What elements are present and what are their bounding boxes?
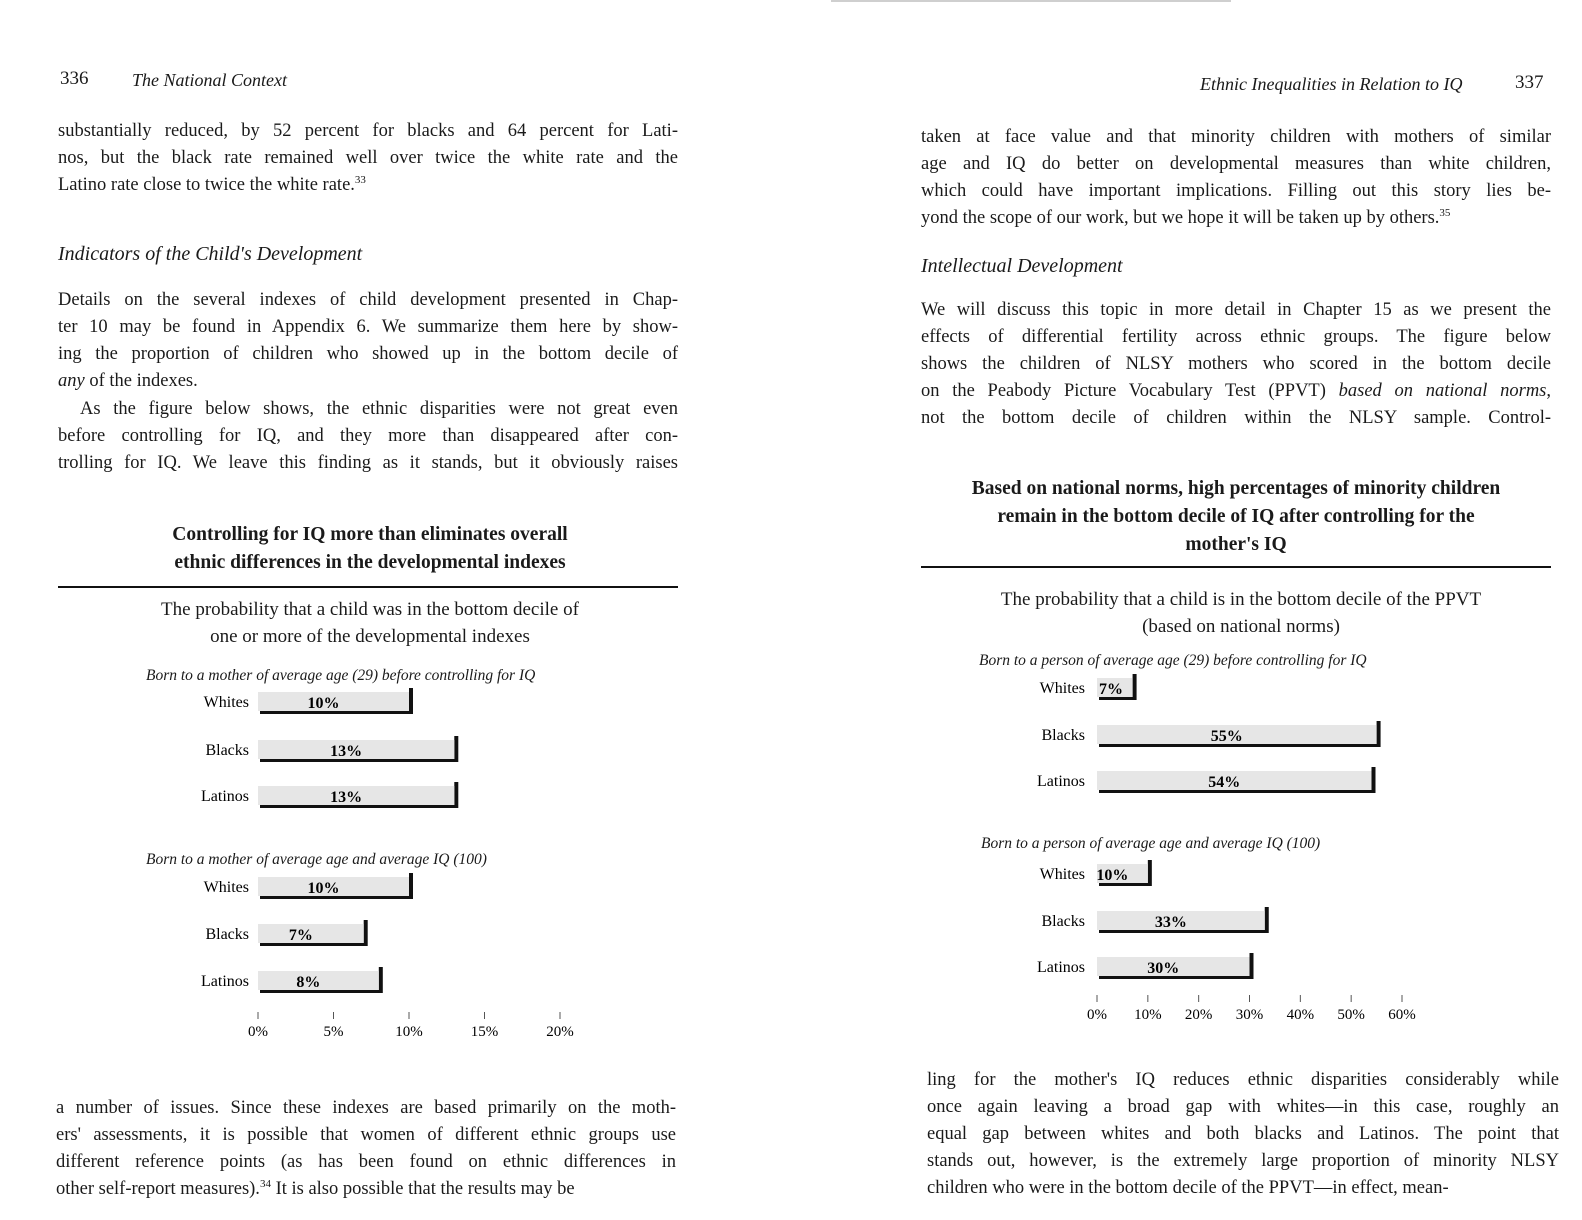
category-label: Blacks (1041, 913, 1085, 930)
bar-value-label: 33% (1154, 914, 1187, 931)
bar-shadow-right (1372, 767, 1376, 793)
figure-2-group-1-label: Born to a person of average age (29) before controlling for IQ (979, 652, 1367, 669)
x-tick-label: 20% (546, 1024, 574, 1040)
text-line: ing the proportion of children who showed up in the bottom decile of (58, 344, 678, 364)
text-line: stands out, however, is the extremely large proportion of minority NLSY (927, 1151, 1559, 1171)
category-label: Latinos (201, 973, 249, 990)
bar-shadow-right (1148, 860, 1152, 886)
figure-title-line: ethnic differences in the developmental indexes (174, 552, 566, 573)
bar-value-label: 7% (288, 927, 313, 944)
x-tick-label: 0% (1087, 1007, 1107, 1023)
text-line-content: on the Peabody Picture Vocabulary Test (PPVT) (921, 381, 1339, 401)
footnote-ref: 34 (259, 1177, 271, 1190)
text-line: We will discuss this topic in more detail in Chapter 15 as we present the (921, 300, 1551, 320)
text-line-content: , (1546, 381, 1552, 401)
text-line: which could have important implications. Filling out this story lies be- (921, 181, 1551, 201)
bar-value-label: 30% (1147, 960, 1180, 977)
category-label: Blacks (205, 926, 249, 943)
x-tick-label: 20% (1184, 1007, 1213, 1023)
x-tick-label: 60% (1388, 1007, 1416, 1023)
category-label: Blacks (1041, 727, 1085, 744)
bar-value-label: 13% (330, 743, 363, 760)
category-label: Whites (1039, 866, 1085, 883)
text-line: substantially reduced, by 52 percent for blacks and 64 percent for Lati- (58, 121, 678, 141)
bar-value-label: 10% (307, 880, 340, 897)
text-line: equal gap between whites and both blacks and Latinos. The point that (927, 1124, 1559, 1144)
figure-title-line: remain in the bottom decile of IQ after controlling for the (997, 506, 1475, 527)
bar-shadow-right (1377, 721, 1381, 747)
text-line: nos, but the black rate remained well over twice the white rate and the (58, 148, 678, 168)
text-line-content: It is also possible that the results may be (270, 1179, 575, 1199)
footnote-ref: 35 (1439, 206, 1451, 219)
bar-value-label: 7% (1099, 681, 1123, 698)
page-number-left: 336 (60, 68, 89, 89)
footnote-ref: 33 (354, 173, 366, 186)
emphasis-any: any (58, 371, 85, 391)
bar-shadow-right (454, 736, 458, 762)
bar-shadow-right (1250, 953, 1254, 979)
text-line-content: Latino rate close to twice the white rate. (58, 175, 355, 195)
text-line: shows the children of NLSY mothers who scored in the bottom decile (921, 354, 1551, 374)
figure-1-group-2-label: Born to a mother of average age and average IQ (100) (146, 851, 487, 868)
figure-subtitle-line: The probability that a child is in the bottom decile of the PPVT (1000, 589, 1482, 610)
text-line: ter 10 may be found in Appendix 6. We summarize them here by show- (58, 317, 678, 337)
bar-shadow-right (364, 920, 368, 946)
bar-value-label: 10% (307, 695, 340, 712)
figure-subtitle-line: The probability that a child was in the bottom decile of (161, 599, 579, 620)
text-line: age and IQ do better on developmental measures than white children, (921, 154, 1551, 174)
text-line: different reference points (as has been found on ethnic differences in (56, 1152, 676, 1172)
bar-shadow-right (379, 967, 383, 993)
category-label: Latinos (1037, 959, 1085, 976)
x-tick-label: 10% (395, 1024, 423, 1040)
text-line: not the bottom decile of children within the NLSY sample. Control- (921, 408, 1551, 428)
running-head-left: The National Context (132, 70, 287, 90)
paragraph-3-right (927, 1067, 1559, 1202)
text-line: ling for the mother's IQ reduces ethnic disparities considerably while (927, 1070, 1559, 1090)
category-label: Whites (203, 879, 249, 896)
running-head-right: Ethnic Inequalities in Relation to IQ (1200, 74, 1463, 94)
x-tick-label: 15% (470, 1024, 499, 1040)
text-line: once again leaving a broad gap with whites—in this case, roughly an (927, 1097, 1559, 1117)
x-tick-label: 50% (1337, 1007, 1365, 1023)
text-line: As the figure below shows, the ethnic disparities were not great even (80, 399, 678, 419)
text-line-content: of the indexes. (84, 371, 198, 391)
bar-value-label: 10% (1096, 867, 1129, 884)
text-line: taken at face value and that minority children with mothers of similar (921, 127, 1551, 147)
bar-value-label: 8% (296, 974, 321, 991)
bar-shadow-right (409, 688, 413, 714)
figure-title-line: Controlling for IQ more than eliminates overall (172, 524, 568, 545)
figure-2-group-2-label: Born to a person of average age and average IQ (100) (981, 835, 1321, 852)
category-label: Latinos (201, 788, 249, 805)
x-tick-label: 10% (1134, 1007, 1162, 1023)
figure-subtitle-line: one or more of the developmental indexes (210, 626, 530, 647)
text-line: ers' assessments, it is possible that women of different ethnic groups use (56, 1125, 676, 1145)
text-line (56, 1176, 676, 1203)
bar-value-label: 54% (1208, 774, 1241, 791)
figure-subtitle-line: (based on national norms) (1142, 616, 1340, 637)
category-label: Whites (1039, 680, 1085, 697)
bar-value-label: 13% (330, 789, 363, 806)
text-line: a number of issues. Since these indexes are based primarily on the moth- (56, 1098, 676, 1118)
category-label: Whites (203, 694, 249, 711)
bar-shadow-right (409, 873, 413, 899)
x-tick-label: 5% (323, 1024, 344, 1040)
figure-title-line: mother's IQ (1185, 534, 1287, 555)
emphasis-national-norms: based on national norms (1338, 381, 1547, 401)
bar-value-label: 55% (1210, 728, 1243, 745)
bar-shadow-right (1133, 674, 1137, 700)
x-tick-label: 40% (1286, 1007, 1315, 1023)
bar-shadow-right (454, 782, 458, 808)
category-label: Blacks (205, 742, 249, 759)
paragraph-4-left (56, 1095, 676, 1203)
text-line: Details on the several indexes of child development presented in Chap- (58, 290, 678, 310)
text-line: trolling for IQ. We leave this finding as it stands, but it obviously raises (58, 453, 678, 473)
x-tick-label: 30% (1235, 1007, 1264, 1023)
text-line-content: yond the scope of our work, but we hope it will be taken up by others. (921, 208, 1440, 228)
text-line: effects of differential fertility across ethnic groups. The figure below (921, 327, 1551, 347)
page-number-right: 337 (1515, 72, 1544, 93)
text-line-content: other self-report measures). (56, 1179, 260, 1199)
text-line: before controlling for IQ, and they more than disappeared after con- (58, 426, 678, 446)
right-page (791, 0, 1582, 1220)
figure-title-line: Based on national norms, high percentages of minority children (971, 478, 1501, 499)
text-line: children who were in the bottom decile of the PPVT—in effect, mean- (927, 1178, 1449, 1198)
category-label: Latinos (1037, 773, 1085, 790)
figure-1-group-1-label: Born to a mother of average age (29) before controlling for IQ (146, 667, 536, 684)
x-tick-label: 0% (248, 1024, 268, 1040)
bar-shadow-right (1265, 907, 1269, 933)
section-heading-development: Indicators of the Child's Development (58, 243, 363, 265)
figure-2-chart (791, 0, 1582, 1220)
section-heading-intellectual: Intellectual Development (921, 255, 1123, 277)
